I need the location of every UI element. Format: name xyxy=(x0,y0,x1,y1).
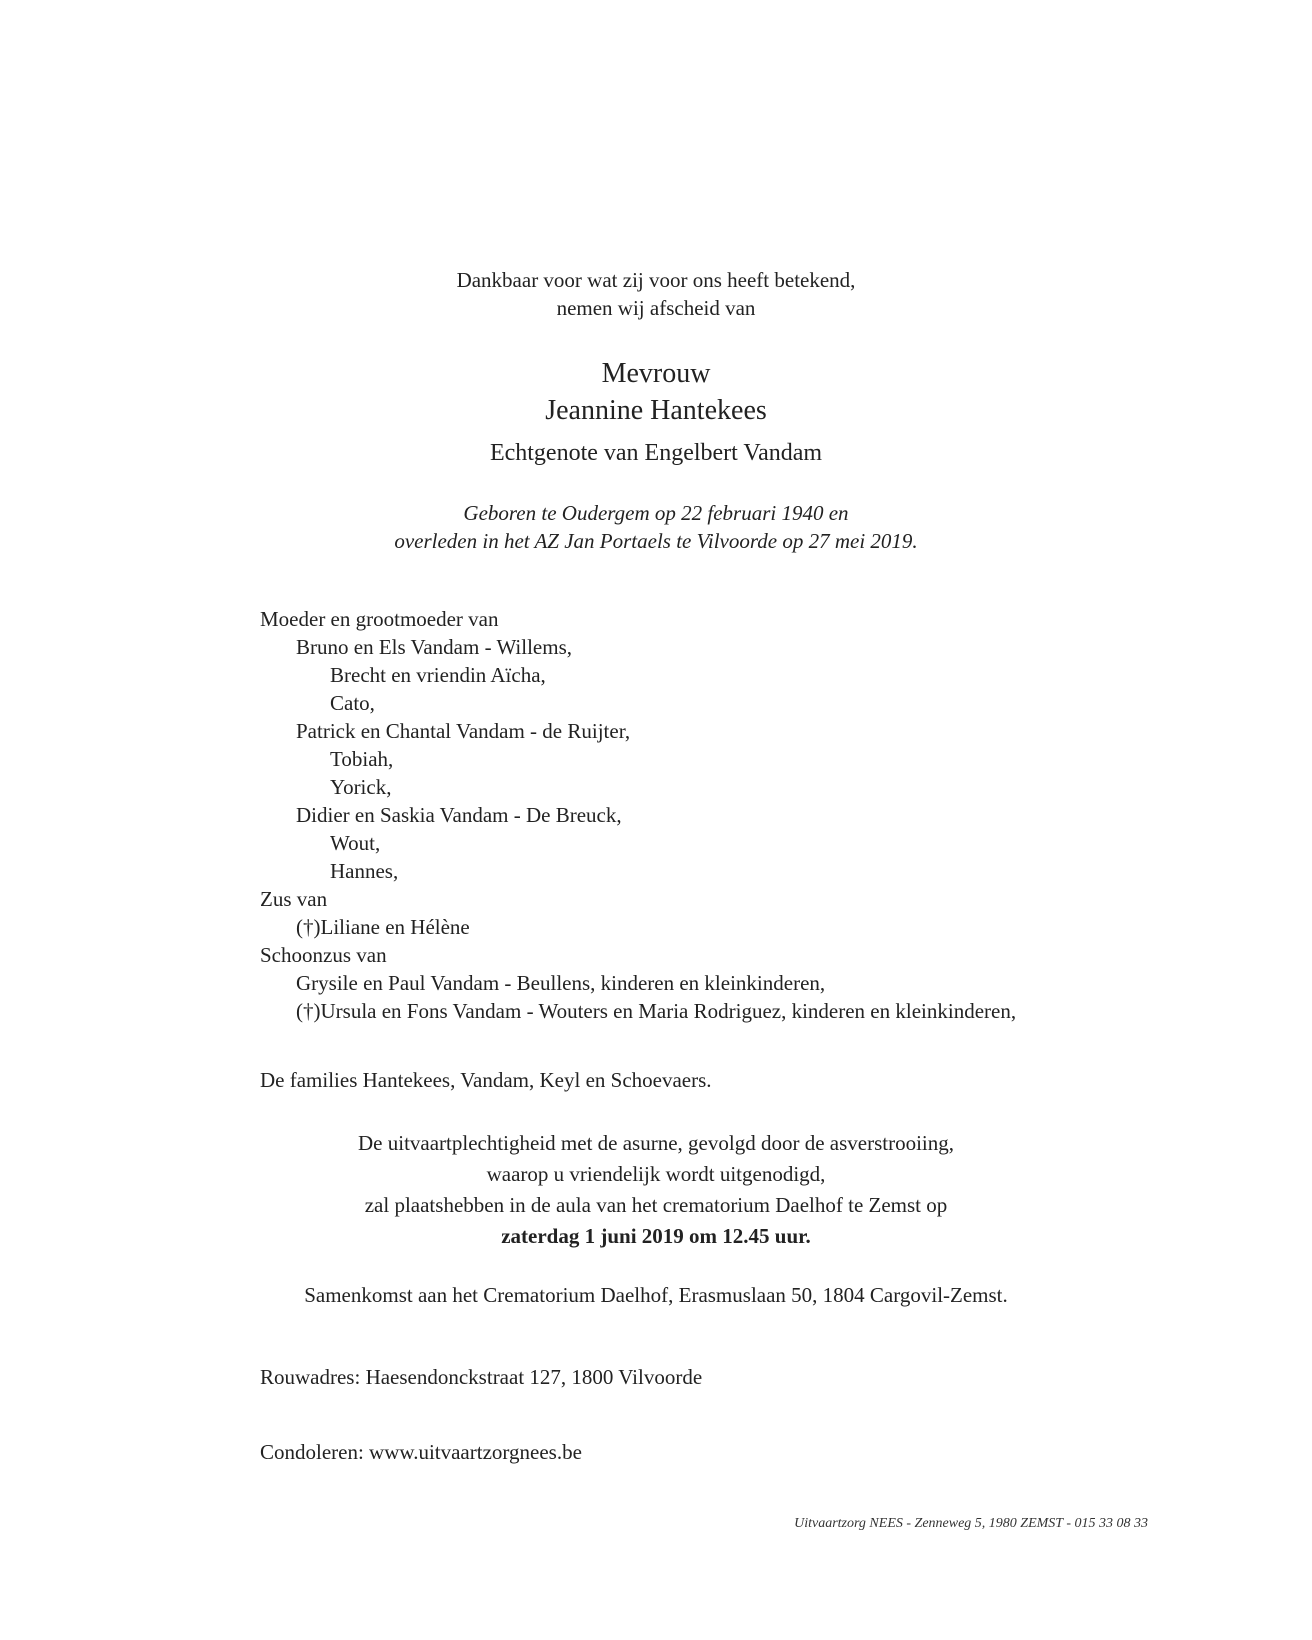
gathering-line: Samenkomst aan het Crematorium Daelhof, Erasmuslaan 50, 1804 Cargovil-Zemst. xyxy=(304,1283,1008,1307)
spouse-line: Echtgenote van Engelbert Vandam xyxy=(489,440,823,466)
intro-text xyxy=(0,266,1312,322)
birth-death-text xyxy=(0,499,1312,555)
condolences-line: Condoleren: www.uitvaartzorgnees.be xyxy=(260,1440,582,1464)
intro-line-2: nemen wij afscheid van xyxy=(556,296,756,320)
family-line: Cato, xyxy=(330,691,375,715)
ceremony-line-2: waarop u vriendelijk wordt uitgenodigd, xyxy=(486,1162,826,1186)
ceremony-line-1: De uitvaartplechtigheid met de asurne, gevolgd door de asverstrooiing, xyxy=(358,1131,954,1155)
mourning-address: Rouwadres: Haesendonckstraat 127, 1800 Vilvoorde xyxy=(260,1365,703,1389)
family-line: Schoonzus van xyxy=(260,943,387,967)
family-line: Grysile en Paul Vandam - Beullens, kinderen en kleinkinderen, xyxy=(296,971,826,995)
deceased-name-block xyxy=(0,355,1312,429)
ceremony-text xyxy=(0,1128,1312,1252)
family-line: Yorick, xyxy=(330,775,392,799)
ceremony-line-3: zal plaatshebben in de aula van het crematorium Daelhof te Zemst op xyxy=(364,1193,948,1217)
death-line: overleden in het AZ Jan Portaels te Vilvoorde op 27 mei 2019. xyxy=(394,529,918,553)
birth-line: Geboren te Oudergem op 22 februari 1940 en xyxy=(463,501,849,525)
family-line: Hannes, xyxy=(330,859,399,883)
family-line: Brecht en vriendin Aïcha, xyxy=(330,663,546,687)
family-line: Tobiah, xyxy=(330,747,394,771)
family-list xyxy=(260,605,1016,1025)
deceased-name: Jeannine Hantekees xyxy=(545,395,767,426)
family-line: (†)Liliane en Hélène xyxy=(296,915,470,939)
family-line: Patrick en Chantal Vandam - de Ruijter, xyxy=(296,719,631,743)
salutation: Mevrouw xyxy=(601,358,711,389)
family-line: (†)Ursula en Fons Vandam - Wouters en Maria Rodriguez, kinderen en kleinkinderen, xyxy=(296,999,1017,1023)
intro-line-1: Dankbaar voor wat zij voor ons heeft betekend, xyxy=(456,268,856,292)
family-line: Moeder en grootmoeder van xyxy=(260,607,499,631)
ceremony-date-time: zaterdag 1 juni 2019 om 12.45 uur. xyxy=(501,1224,811,1248)
families-line: De families Hantekees, Vandam, Keyl en Schoevaers. xyxy=(260,1068,712,1092)
family-line: Didier en Saskia Vandam - De Breuck, xyxy=(296,803,622,827)
family-line: Wout, xyxy=(330,831,381,855)
family-line: Bruno en Els Vandam - Willems, xyxy=(296,635,573,659)
funeral-home-footer: Uitvaartzorg NEES - Zenneweg 5, 1980 ZEMST - 015 33 08 33 xyxy=(794,1516,1148,1531)
family-line: Zus van xyxy=(260,887,328,911)
